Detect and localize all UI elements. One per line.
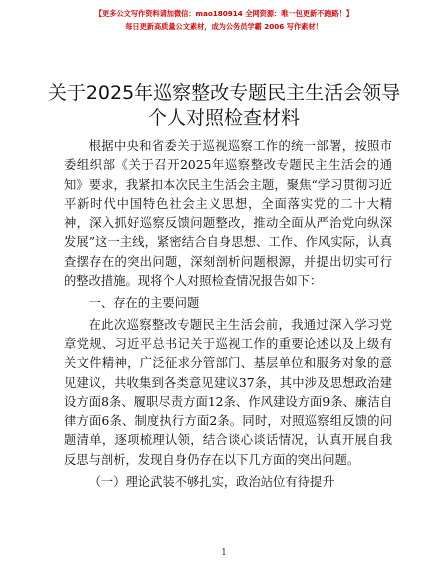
body-paragraph: 在此次巡察整改专题民主生活会前，我通过深入学习党章党规、习近平总书记关于巡视工作的重要论述以及上级有关文件精神，广泛征求分管部门、基层单位和服务对象的意见建议，共收集到各类意见建议37条，其中涉及思想政治建设方面8条、履职尽责方面12条、作风建设方面9条、廉洁自律方面6条、制度执行方面2条。同时，对照巡察组反馈的问题清单，逐项梳理认领，结合谈心谈话情况，认真开展自我反思与剖析，发现自身仍存在以下几方面的突出问题。 (64, 317, 392, 467)
page-number: 1 (221, 548, 227, 558)
document-body (64, 137, 392, 492)
intro-paragraph: 根据中央和省委关于巡视巡察工作的统一部署，按照市委组织部《关于召开2025年巡察整改专题民主生活会的通知》要求，我紧扣本次民主生活会主题，聚焦“学习贯彻习近平新时代中国特色社会主义思想，全面落实党的二十大精神，深入抓好巡察反馈问题整改，推动全面从严治党向纵深发展”这一主线，紧密结合自身思想、工作、作风实际，认真查摆存在的突出问题，深刻剖析问题根源，并提出切实可行的整改措施。现将个人对照检查情况报告如下： (64, 139, 392, 289)
promo-banner-line-2: 每日更新高质量公文素材，成为公务员学霸 2006 写作素材！ (125, 22, 323, 31)
subsection-heading-1: （一）理论武装不够扎实，政治站位有待提升 (88, 475, 335, 490)
document-title: 关于2025年巡察整改专题民主生活会领导个人对照检查材料 (47, 82, 401, 129)
promo-banner-line-1: 【更多公文写作资料请加微信：mao180914 全网资源：唯一包更新不跑路！】 (94, 9, 354, 18)
section-heading-1: 一、存在的主要问题 (88, 296, 200, 311)
